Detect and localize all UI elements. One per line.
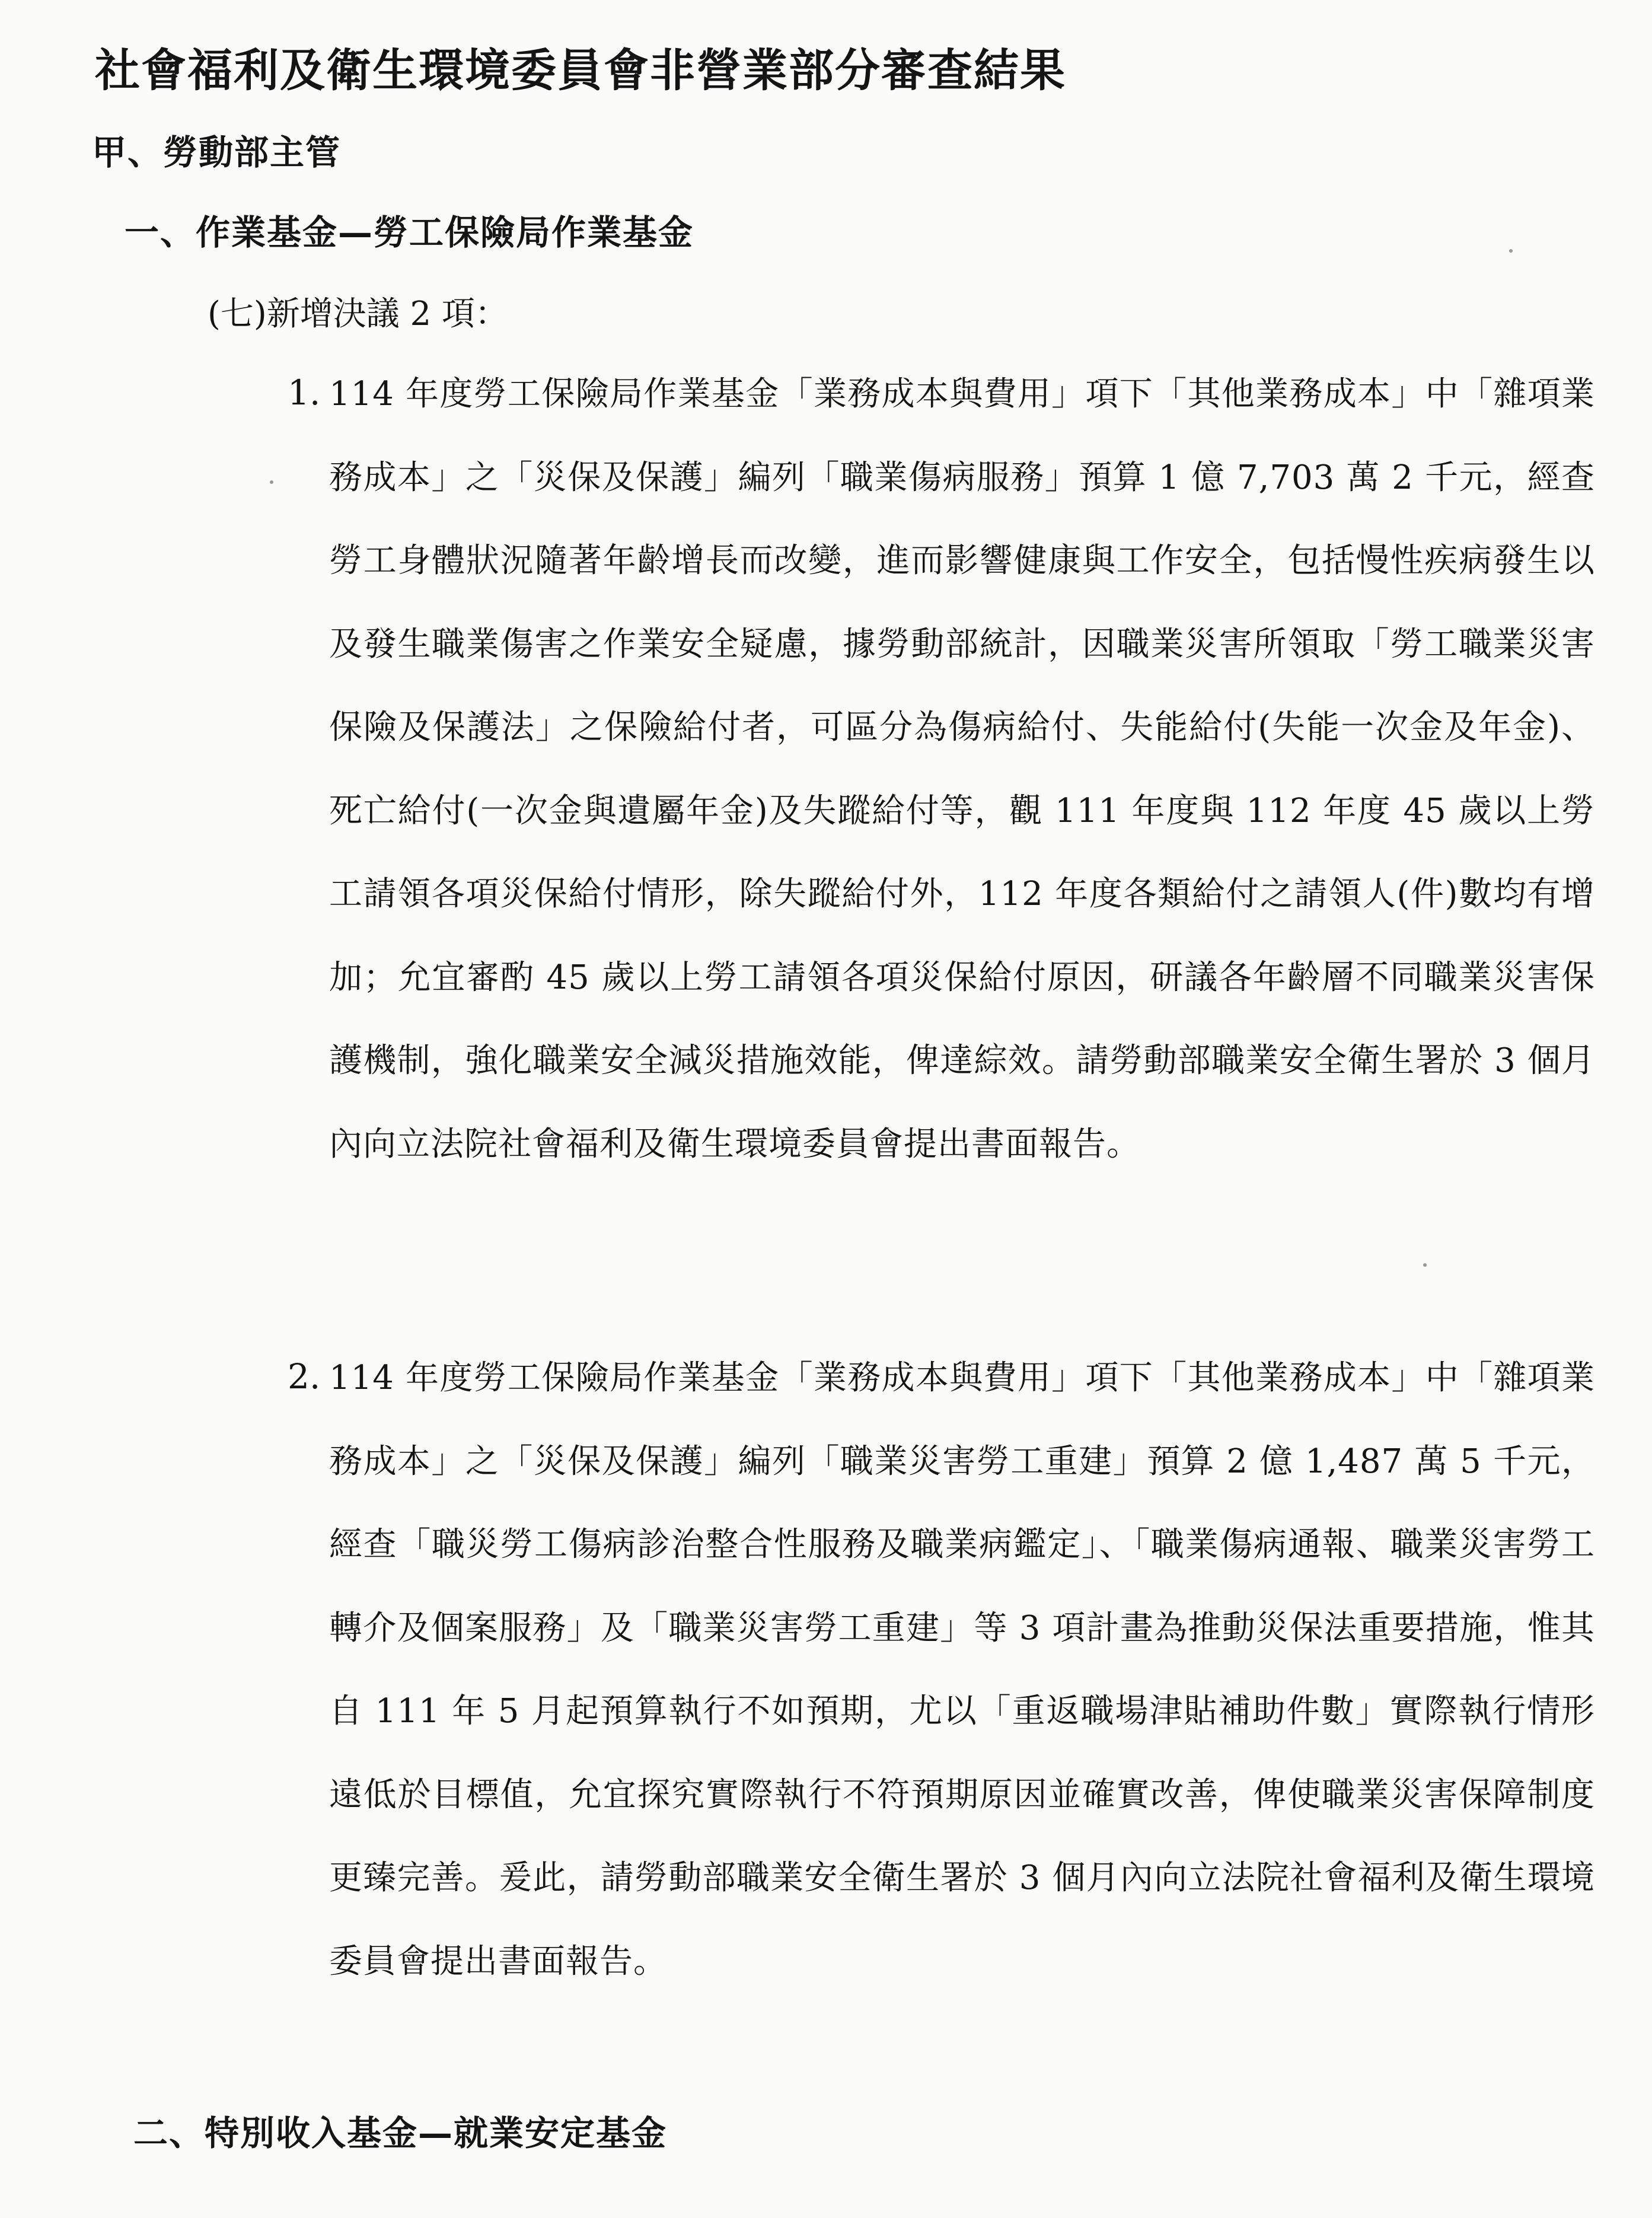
scan-speck (270, 480, 273, 484)
item-2-text: 114 年度勞工保險局作業基金「業務成本與費用」項下「其他業務成本」中「雜項業務成本」之「災保及保護」編列「職業災害勞工重建」預算 2 億 1,487 萬 5 千元，經查「職災勞工傷病診治整合性服務及職業病鑑定」、「職業傷病通報、職業災害勞工轉介及個案服務」及「職業災害勞工重建」等 3 項計畫為推動災保法重要措施，惟其自 111 年 5 月起預算執行不如預期，尤以「重返職場津貼補助件數」實際執行情形遠低於目標值，允宜探究實際執行不符預期原因並確實改善，俾使職業災害保障制度更臻完善。爰此，請勞動部職業安全衛生署於 3 個月內向立法院社會福利及衛生環境委員會提出書面報告。 (329, 1359, 1595, 1981)
section-heading-main: 甲、勞動部主管 (92, 132, 342, 173)
scan-speck (1509, 249, 1513, 253)
section-heading-2: 二、特別收入基金—就業安定基金 (133, 2113, 668, 2153)
section-heading-1: 一、作業基金—勞工保險局作業基金 (125, 212, 694, 253)
item-1-number: 1. (288, 372, 321, 413)
item-2-number: 2. (288, 1356, 321, 1397)
document-title: 社會福利及衛生環境委員會非營業部分審查結果 (95, 44, 1066, 97)
scan-speck (1423, 1263, 1427, 1267)
subsection-heading: (七)新增決議 2 項： (208, 295, 508, 333)
item-1-text: 114 年度勞工保險局作業基金「業務成本與費用」項下「其他業務成本」中「雜項業務成本」之「災保及保護」編列「職業傷病服務」預算 1 億 7,703 萬 2 千元，經查勞工身體狀況隨著年齡增長而改變，進而影響健康與工作安全，包括慢性疾病發生以及發生職業傷害之作業安全疑慮，據勞動部統計，因職業災害所領取「勞工職業災害保險及保護法」之保險給付者，可區分為傷病給付、失能給付(失能一次金及年金)、死亡給付(一次金與遺屬年金)及失蹤給付等，觀 111 年度與 112 年度 45 歲以上勞工請領各項災保給付情形，除失蹤給付外，112 年度各類給付之請領人(件)數均有增加；允宜審酌 45 歲以上勞工請領各項災保給付原因，研議各年齡層不同職業災害保護機制，強化職業安全減災措施效能，俾達綜效。請勞動部職業安全衛生署於 3 個月內向立法院社會福利及衛生環境委員會提出書面報告。 (329, 375, 1595, 1164)
